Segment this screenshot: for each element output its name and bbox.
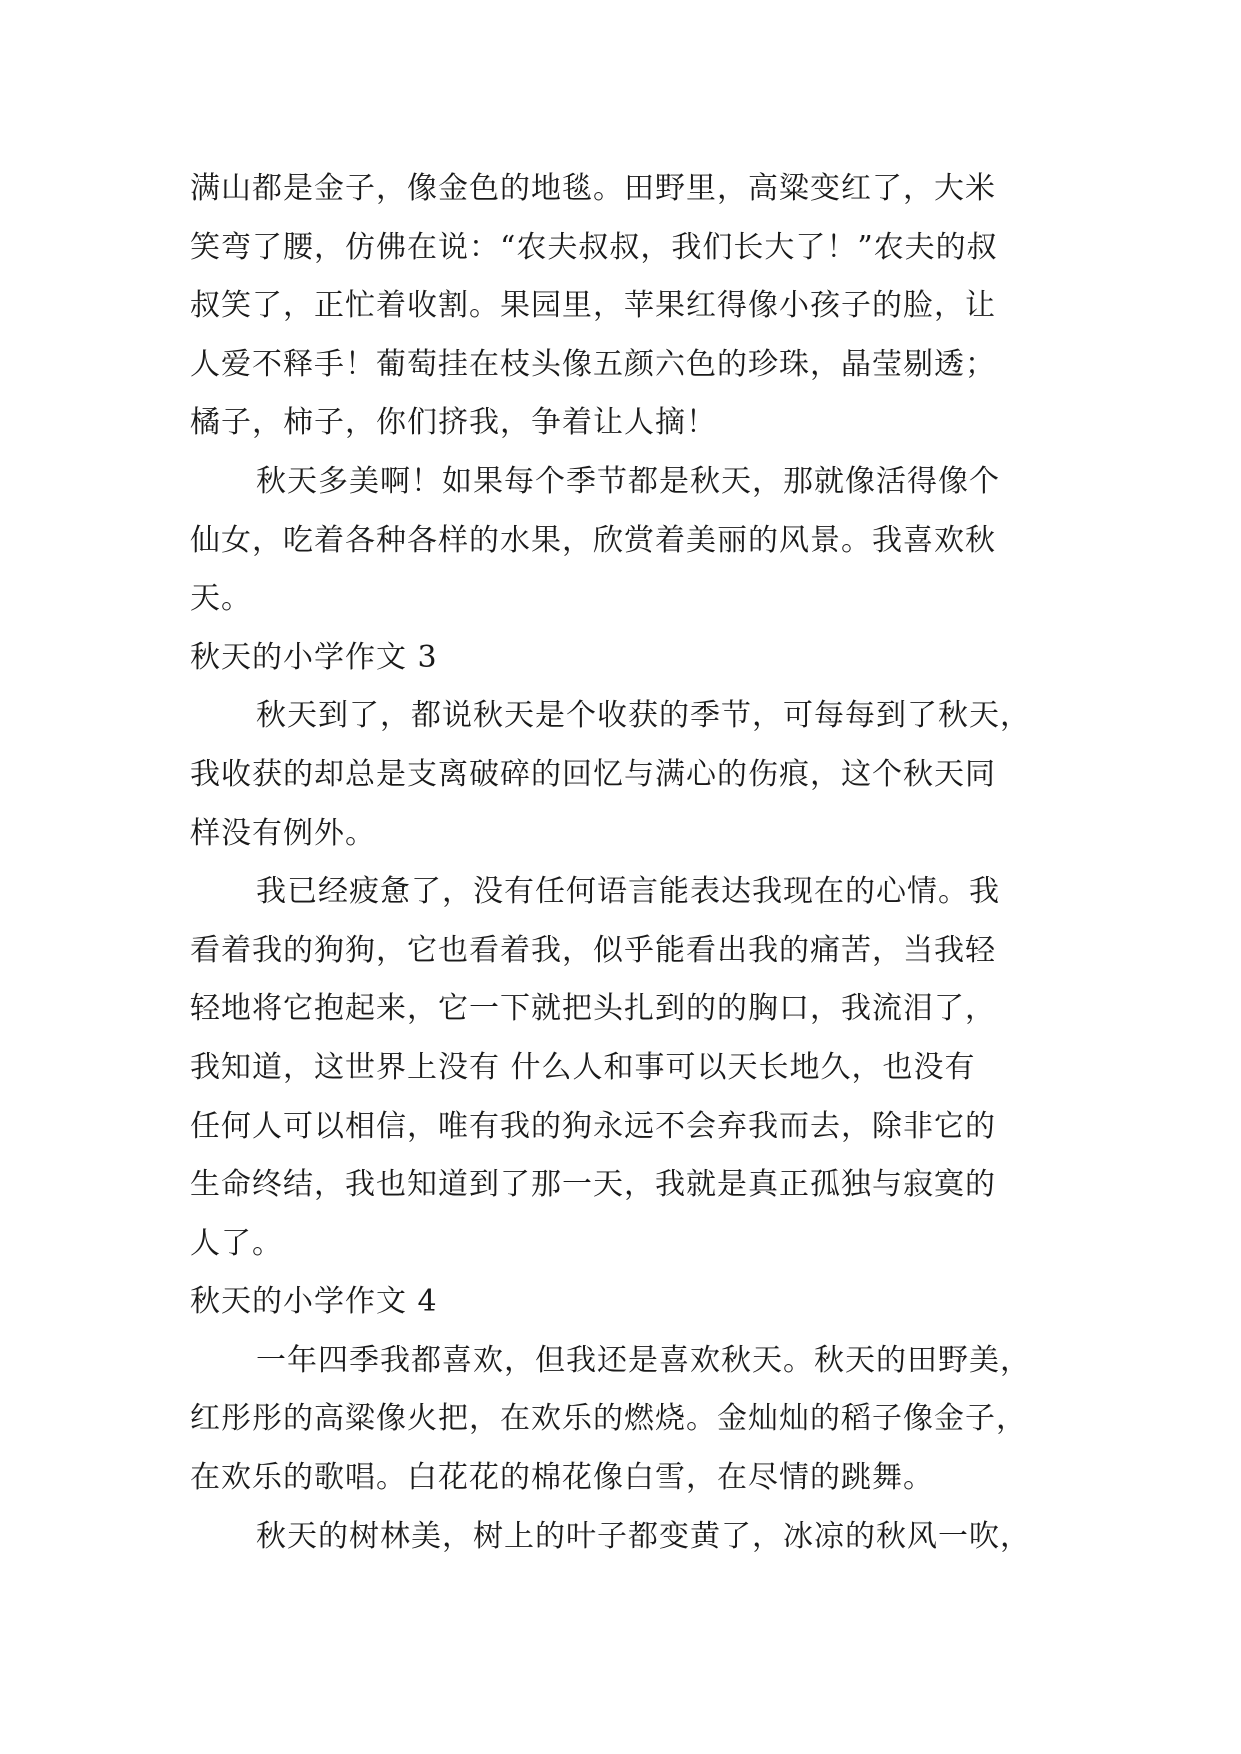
text-line: 生命终结，我也知道到了那一天，我就是真正孤独与寂寞的 (190, 1167, 996, 1203)
document-body (190, 160, 1060, 1566)
text-line: 秋天的树林美，树上的叶子都变黄了，冰凉的秋风一吹， (256, 1518, 1031, 1554)
text-line: 一年四季我都喜欢，但我还是喜欢秋天。秋天的田野美， (256, 1342, 1031, 1378)
text-line: 满山都是金子，像金色的地毯。田野里，高粱变红了，大米 (190, 171, 996, 206)
text-line: 秋天到了，都说秋天是个收获的季节，可每每到了秋天， (256, 698, 1031, 734)
text-line: 在欢乐的歌唱。白花花的棉花像白雪，在尽情的跳舞。 (190, 1460, 934, 1496)
text-line: 任何人可以相信，唯有我的狗永远不会弃我而去，除非它的 (190, 1108, 996, 1144)
section-heading: 秋天的小学作文 4 (190, 1284, 438, 1320)
text-line: 叔笑了，正忙着收割。果园里，苹果红得像小孩子的脸，让 (190, 288, 996, 324)
text-line: 人了。 (190, 1225, 283, 1261)
text-line: 样没有例外。 (190, 815, 376, 851)
text-line: 我知道，这世界上没有 什么人和事可以天长地久，也没有 (190, 1049, 976, 1085)
text-line: 秋天多美啊！如果每个季节都是秋天，那就像活得像个 (256, 463, 1000, 499)
section-heading: 秋天的小学作文 3 (190, 639, 438, 675)
text-line: 看着我的狗狗，它也看着我，似乎能看出我的痛苦，当我轻 (190, 932, 996, 968)
text-line: 橘子，柿子，你们挤我，争着让人摘！ (190, 405, 717, 441)
text-line: 天。 (190, 581, 252, 617)
text-line: 仙女，吃着各种各样的水果，欣赏着美丽的风景。我喜欢秋 (190, 522, 996, 558)
text-line: 人爱不释手！葡萄挂在枝头像五颜六色的珍珠，晶莹剔透； (190, 346, 996, 382)
text-line: 笑弯了腰，仿佛在说：“农夫叔叔，我们长大了！”农夫的叔 (190, 229, 998, 265)
text-line: 红彤彤的高粱像火把，在欢乐的燃烧。金灿灿的稻子像金子， (190, 1401, 1027, 1437)
text-line: 轻地将它抱起来，它一下就把头扎到的的胸口，我流泪了， (190, 991, 996, 1027)
text-line: 我收获的却总是支离破碎的回忆与满心的伤痕，这个秋天同 (190, 756, 996, 792)
text-line: 我已经疲惫了，没有任何语言能表达我现在的心情。我 (256, 874, 1000, 910)
